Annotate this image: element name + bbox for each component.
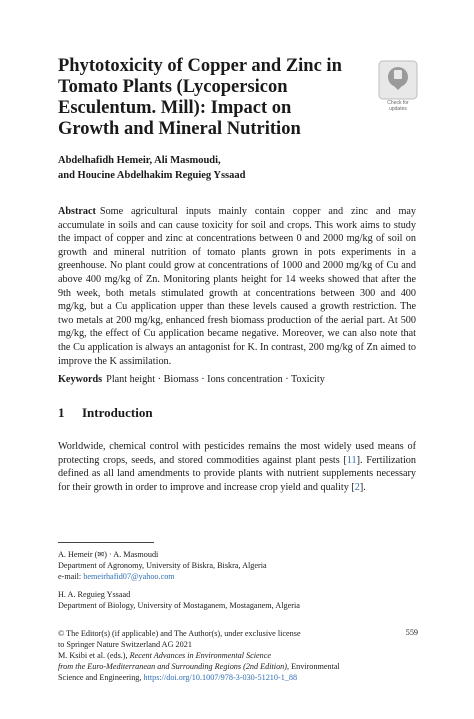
copyright-line-2: to Springer Nature Switzerland AG 2021 <box>58 640 192 649</box>
badge-label <box>372 100 424 112</box>
citation-link-11[interactable]: 11 <box>346 454 357 466</box>
keywords <box>58 373 416 387</box>
keywords-label: Keywords <box>58 374 103 385</box>
section-number: 1 <box>58 405 65 420</box>
intro-text-2: ]. Fertilization defined as all land amendments to provide plants with nutrient supplements necessary for their growth in order to improve and increase crop yield and quality [ <box>58 454 416 493</box>
affiliation-2 <box>58 589 418 611</box>
book-title-part-2: from the Euro-Mediterranean and Surrounding Regions (2nd Edition) <box>58 662 287 671</box>
page-number: 559 <box>405 628 418 637</box>
author-line-2: and Houcine Abdelhakim Reguieg Yssaad <box>58 170 246 181</box>
abstract-text: Some agricultural inputs mainly contain copper and zinc and may accumulate in soils and can cause toxicity for soil and crops. This work aims to study the impact of copper and zinc at concentrations between 0 and 2000 mg/kg of soil on growth and mineral nutrition of tomato plants grown in pots experiments in a greenhouse. No plant could grow at concentrations of 1000 and 2000 mg/kg of Cu and above 400 mg/kg of Zn. Monitoring plants height for 14 weeks showed that after the 9th week, both metals stimulated growth at concentrations between 300 and 400 mg/kg, but a Cu application upper than these levels caused a growth restriction. The two metals at 200 mg/kg, enhanced fresh biomass production of the aerial part. At 500 mg/kg, the effect of Cu application became negative. Moreover, we can also note that the Cu application is always an antagonist for K. In contrast, 200 mg/kg of Zn aimed to improve the K assimilation. <box>58 206 416 367</box>
keywords-text: Plant height · Biomass · Ions concentration · Toxicity <box>106 374 325 385</box>
citation-link-2[interactable]: 2 <box>354 481 360 493</box>
copyright-line-1: © The Editor(s) (if applicable) and The Author(s), under exclusive license <box>58 629 301 638</box>
paper-title: Phytotoxicity of Copper and Zinc in Tomato Plants (Lycopersicon Esculentum. Mill): Impact on Growth and Mineral Nutrition <box>58 56 342 139</box>
affiliation-1 <box>58 549 418 582</box>
book-title-part-1: Recent Advances in Environmental Science <box>129 651 272 660</box>
affiliation-2-names: H. A. Reguieg Yssaad <box>58 590 131 599</box>
affiliation-1-department: Department of Agronomy, University of Biskra, Biskra, Algeria <box>58 561 267 570</box>
intro-text-1: Worldwide, chemical control with pesticides remains the most widely used means of protecting crops, seeds, and stored commodities against plant pests [ <box>58 441 416 466</box>
copyright-line-3 <box>58 650 378 661</box>
footnote-divider <box>58 542 154 543</box>
section-heading <box>58 405 416 421</box>
check-for-updates-icon <box>378 60 418 100</box>
affiliation-1-email-line <box>58 571 418 582</box>
section-title: Introduction <box>82 405 153 420</box>
author-list <box>58 153 418 183</box>
badge-label-line1: Check for <box>387 100 409 106</box>
series-name-part-2: Science and Engineering, <box>58 673 144 682</box>
introduction-paragraph <box>58 440 416 494</box>
author-line-1: Abdelhafidh Hemeir, Ali Masmoudi, <box>58 155 221 166</box>
affiliation-1-names: A. Hemeir (✉) · A. Masmoudi <box>58 550 159 559</box>
email-link[interactable]: hemeirhafid07@yahoo.com <box>83 572 175 581</box>
copyright-line-4 <box>58 661 378 672</box>
intro-text-3: ]. <box>359 481 366 493</box>
abstract <box>58 205 416 368</box>
abstract-label: Abstract <box>58 206 96 217</box>
email-label: e-mail: <box>58 572 84 581</box>
copyright-line-5 <box>58 672 378 683</box>
affiliation-2-department: Department of Biology, University of Mostaganem, Mostaganem, Algeria <box>58 601 300 610</box>
editors: M. Ksibi et al. (eds.), <box>58 651 130 660</box>
copyright-notice <box>58 628 378 683</box>
badge-label-line2: updates <box>389 106 407 112</box>
doi-link[interactable]: https://doi.org/10.1007/978-3-030-51210-1_88 <box>143 673 298 682</box>
series-name-part-1: , Environmental <box>287 662 340 671</box>
